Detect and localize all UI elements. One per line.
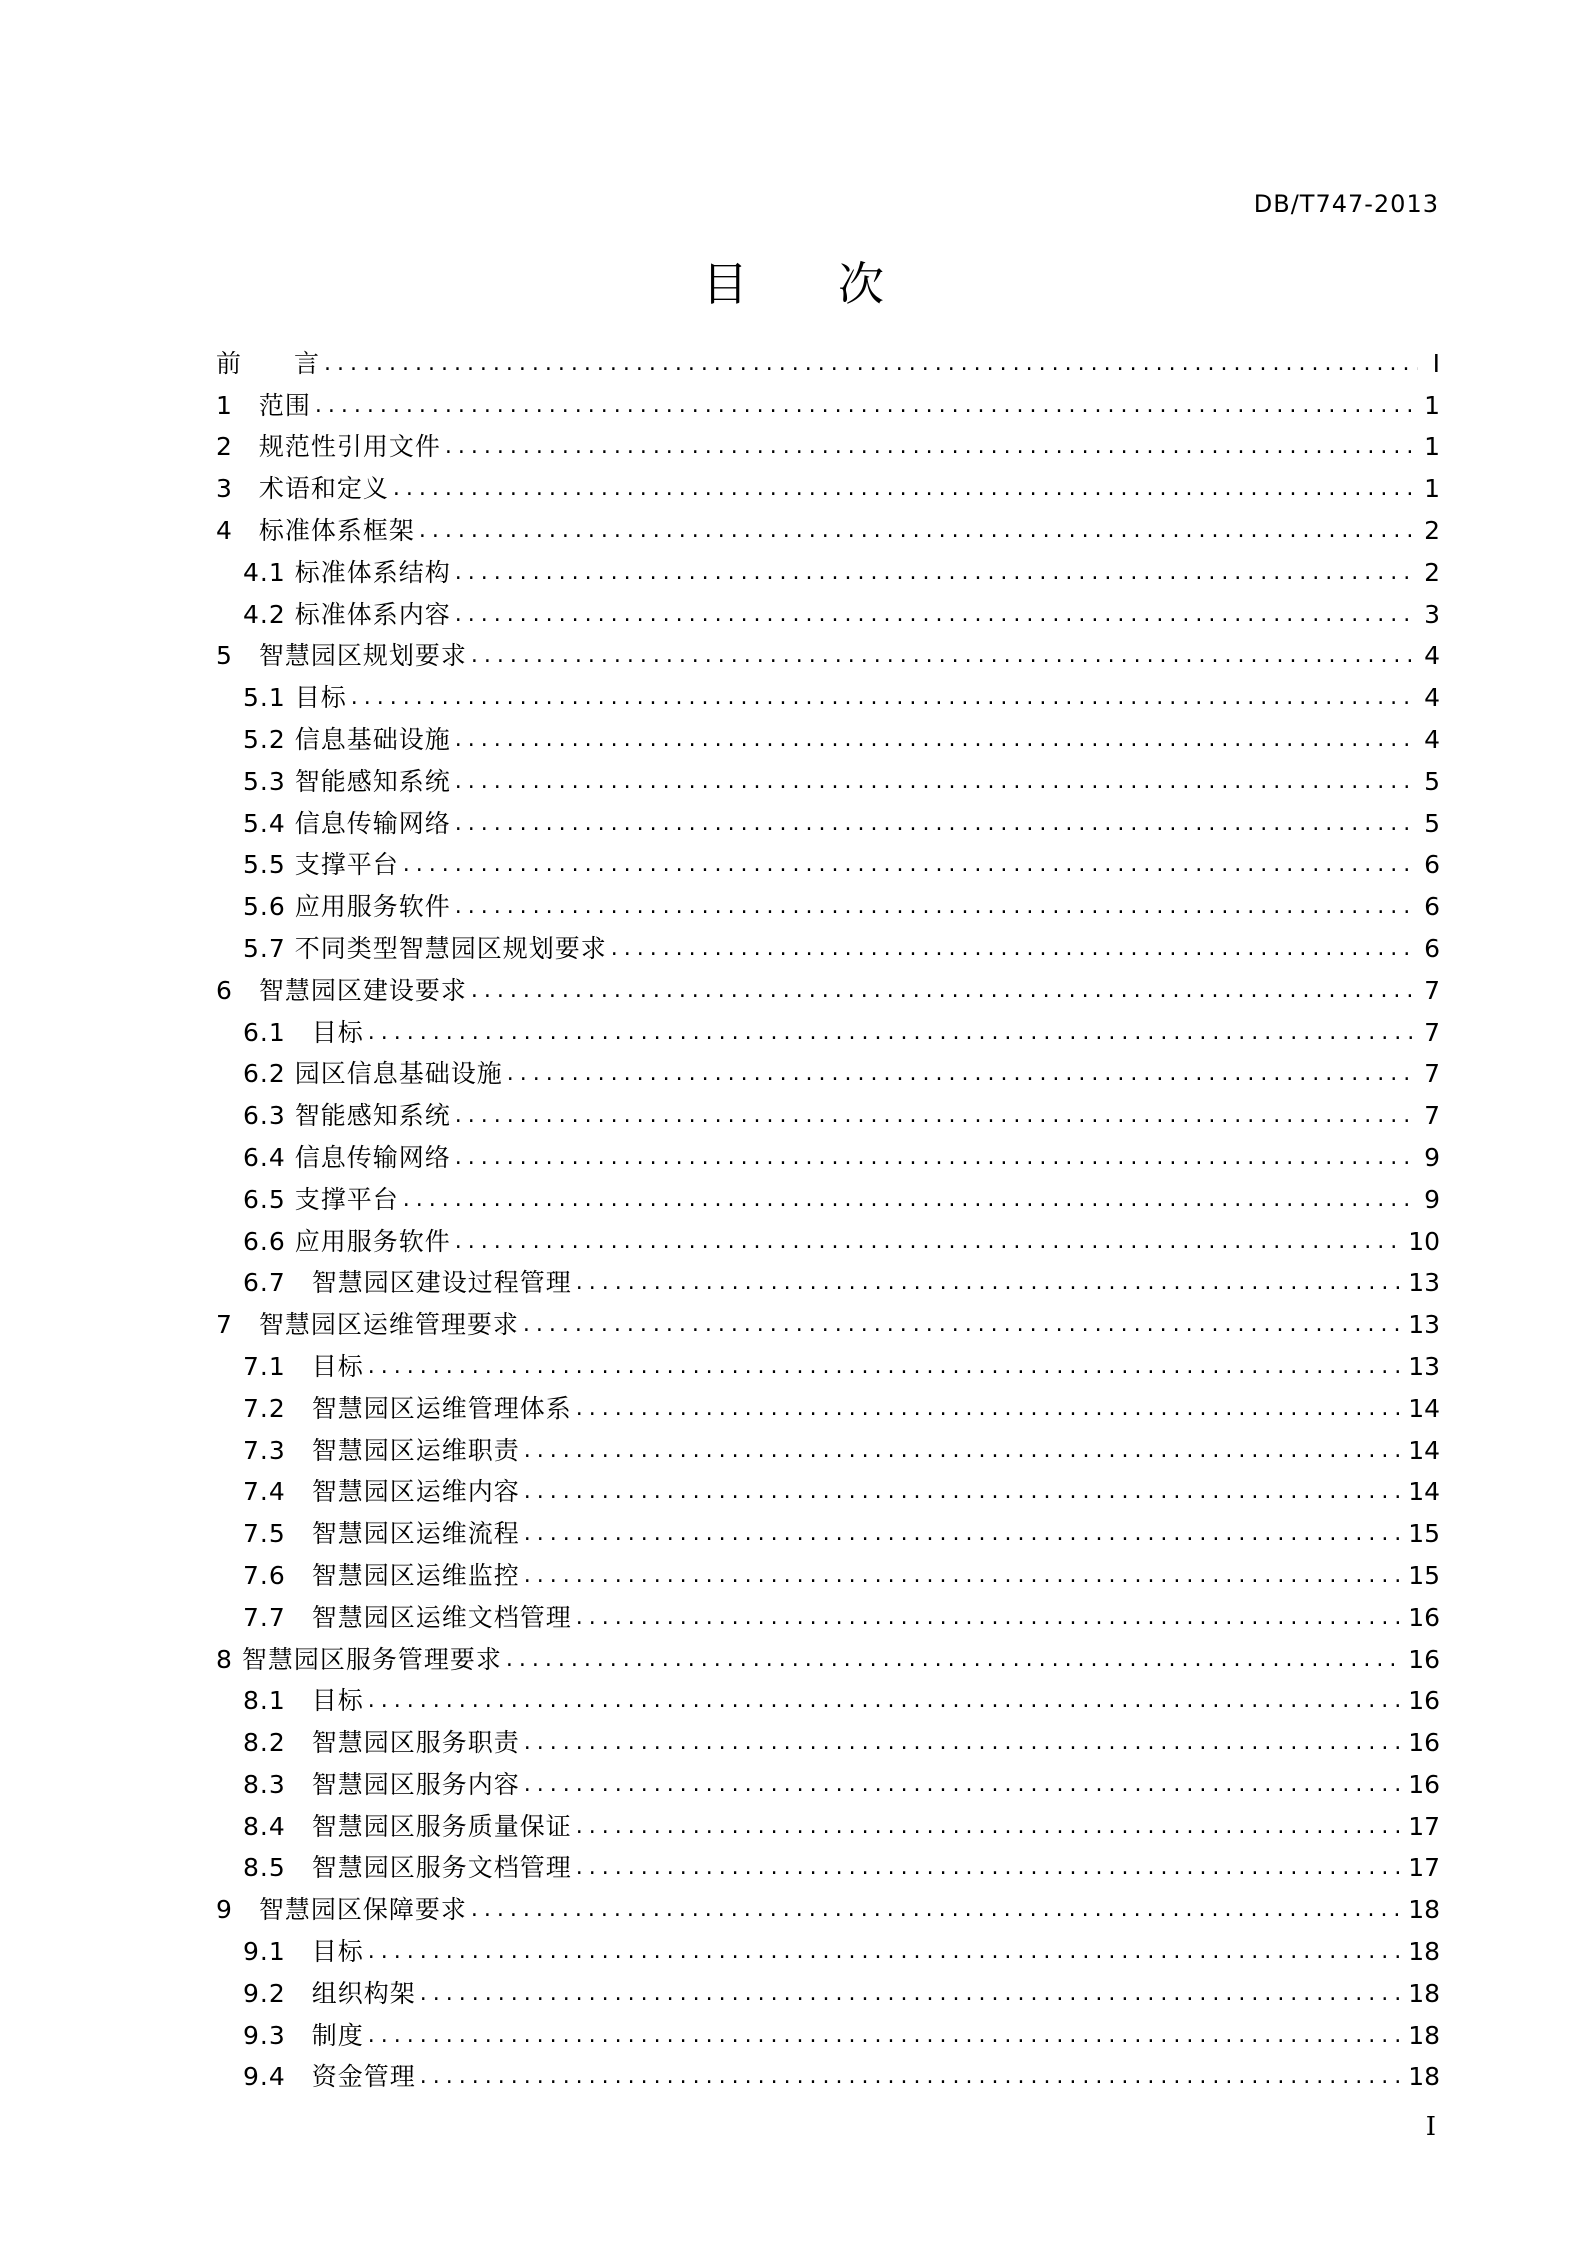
toc-entry-page: 14 [1408, 1393, 1440, 1423]
toc-dot-leader [445, 432, 1418, 462]
toc-dot-leader [315, 391, 1418, 421]
toc-dot-leader [506, 1645, 1404, 1675]
toc-entry-page: 5 [1424, 808, 1440, 838]
toc-entry-page: 18 [1408, 1937, 1440, 1967]
toc-entry-page: 15 [1408, 1560, 1440, 1590]
toc-entry-page: 16 [1408, 1769, 1440, 1799]
toc-entry-page: 13 [1408, 1351, 1440, 1381]
page-title: 目次 [702, 257, 974, 311]
toc-dot-leader [455, 892, 1418, 922]
toc-entry[interactable] [216, 1257, 1440, 1299]
toc-dot-leader [524, 1477, 1404, 1507]
toc-entry[interactable] [216, 1716, 1440, 1758]
toc-entry-page: 7 [1424, 975, 1440, 1005]
toc-entry-page: 18 [1408, 2020, 1440, 2050]
toc-entry-page: 14 [1408, 1477, 1440, 1507]
toc-entry[interactable] [216, 546, 1440, 588]
toc-dot-leader [524, 1561, 1404, 1591]
toc-entry-page: 14 [1408, 1435, 1440, 1465]
toc-entry-label: 2 规范性引用文件 [216, 432, 441, 462]
toc-entry-label: 6.6 应用服务软件 [243, 1226, 451, 1256]
toc-dot-leader [524, 1770, 1404, 1800]
toc-entry-page: 13 [1408, 1310, 1440, 1340]
toc-entry[interactable] [216, 1925, 1440, 1967]
toc-dot-leader [455, 1143, 1418, 1173]
toc-entry[interactable] [216, 1215, 1440, 1257]
toc-entry[interactable] [216, 839, 1440, 881]
toc-entry-page: 2 [1424, 557, 1440, 587]
toc-dot-leader [419, 516, 1418, 546]
toc-entry-page: 1 [1424, 432, 1440, 462]
toc-entry-label: 9.2 组织构架 [243, 1978, 416, 2008]
toc-entry-page: 6 [1424, 892, 1440, 922]
toc-entry-page: 4 [1424, 724, 1440, 754]
toc-entry-page: 4 [1424, 683, 1440, 713]
toc-entry-label: 3 术语和定义 [216, 474, 389, 504]
toc-entry-label: 6.2 园区信息基础设施 [243, 1059, 503, 1089]
toc-entry-page: 2 [1424, 515, 1440, 545]
toc-entry-label: 前 言 [216, 348, 321, 378]
toc-entry[interactable] [216, 797, 1440, 839]
page-number: I [1425, 2112, 1436, 2142]
toc-entry-label: 7.5 智慧园区运维流程 [243, 1519, 520, 1549]
toc-entry[interactable] [216, 1842, 1440, 1884]
toc-entry-page: 17 [1408, 1853, 1440, 1883]
toc-dot-leader [576, 1812, 1404, 1842]
toc-entry-label: 9.4 资金管理 [243, 2062, 416, 2092]
toc-entry-label: 8.1 目标 [243, 1686, 364, 1716]
toc-entry[interactable] [216, 421, 1440, 463]
toc-entry-label: 6.7 智慧园区建设过程管理 [243, 1268, 572, 1298]
toc-dot-leader [455, 600, 1418, 630]
toc-entry-page: 9 [1424, 1142, 1440, 1172]
toc-entry-label: 8 智慧园区服务管理要求 [216, 1644, 502, 1674]
toc-dot-leader [368, 1352, 1404, 1382]
toc-entry[interactable] [216, 1800, 1440, 1842]
toc-entry[interactable] [216, 713, 1440, 755]
toc-entry-page: 5 [1424, 766, 1440, 796]
toc-entry[interactable] [216, 1298, 1440, 1340]
toc-entry-label: 9 智慧园区保障要求 [216, 1895, 467, 1925]
toc-entry-page: I [1432, 348, 1440, 378]
toc-dot-leader [455, 809, 1418, 839]
toc-entry-label: 6.3 智能感知系统 [243, 1101, 451, 1131]
toc-dot-leader [471, 976, 1418, 1006]
toc-entry[interactable] [216, 2009, 1440, 2051]
toc-entry[interactable] [216, 671, 1440, 713]
toc-entry[interactable] [216, 504, 1440, 546]
toc-entry[interactable] [216, 755, 1440, 797]
toc-entry-label: 4.1 标准体系结构 [243, 557, 451, 587]
toc-entry[interactable] [216, 1424, 1440, 1466]
toc-dot-leader [576, 1603, 1404, 1633]
table-of-contents [216, 337, 1440, 2092]
toc-entry-page: 16 [1408, 1728, 1440, 1758]
toc-entry-page: 15 [1408, 1519, 1440, 1549]
toc-entry-page: 7 [1424, 1101, 1440, 1131]
toc-entry-page: 16 [1408, 1644, 1440, 1674]
toc-dot-leader [420, 2062, 1404, 2092]
toc-entry[interactable] [216, 922, 1440, 964]
toc-entry[interactable] [216, 2051, 1440, 2093]
toc-entry[interactable] [216, 1507, 1440, 1549]
toc-entry-page: 7 [1424, 1059, 1440, 1089]
toc-entry-page: 16 [1408, 1686, 1440, 1716]
toc-dot-leader [576, 1268, 1404, 1298]
toc-entry-page: 17 [1408, 1811, 1440, 1841]
toc-entry-label: 8.4 智慧园区服务质量保证 [243, 1811, 572, 1841]
toc-dot-leader [524, 1728, 1404, 1758]
toc-dot-leader [576, 1853, 1404, 1883]
toc-entry[interactable] [216, 880, 1440, 922]
toc-entry-label: 6 智慧园区建设要求 [216, 975, 467, 1005]
toc-dot-leader [455, 725, 1418, 755]
toc-dot-leader [524, 1519, 1404, 1549]
toc-entry[interactable] [216, 1048, 1440, 1090]
document-code: DB/T747-2013 [1253, 190, 1439, 218]
toc-entry[interactable] [216, 1006, 1440, 1048]
toc-entry-label: 7.6 智慧园区运维监控 [243, 1560, 520, 1590]
toc-entry-page: 1 [1424, 390, 1440, 420]
toc-entry-label: 7 智慧园区运维管理要求 [216, 1310, 519, 1340]
toc-dot-leader [368, 1686, 1404, 1716]
toc-dot-leader [324, 349, 1418, 379]
toc-entry-page: 18 [1408, 1978, 1440, 2008]
toc-entry[interactable] [216, 1591, 1440, 1633]
toc-entry[interactable] [216, 964, 1440, 1006]
toc-entry-label: 5.6 应用服务软件 [243, 892, 451, 922]
toc-dot-leader [455, 558, 1418, 588]
toc-dot-leader [403, 1185, 1418, 1215]
toc-entry-label: 4 标准体系框架 [216, 515, 415, 545]
toc-entry-page: 18 [1408, 1895, 1440, 1925]
toc-dot-leader [368, 2021, 1404, 2051]
toc-entry[interactable] [216, 1466, 1440, 1508]
toc-dot-leader [576, 1394, 1404, 1424]
toc-entry-page: 16 [1408, 1602, 1440, 1632]
toc-entry-label: 7.7 智慧园区运维文档管理 [243, 1602, 572, 1632]
toc-entry[interactable] [216, 1131, 1440, 1173]
toc-entry-label: 6.5 支撑平台 [243, 1184, 399, 1214]
toc-entry-label: 9.3 制度 [243, 2020, 364, 2050]
toc-entry[interactable] [216, 462, 1440, 504]
toc-entry-label: 7.1 目标 [243, 1351, 364, 1381]
toc-entry-label: 6.1 目标 [243, 1017, 364, 1047]
toc-entry-label: 4.2 标准体系内容 [243, 599, 451, 629]
toc-dot-leader [393, 474, 1418, 504]
toc-entry[interactable] [216, 1883, 1440, 1925]
toc-dot-leader [611, 934, 1418, 964]
toc-dot-leader [403, 850, 1418, 880]
toc-entry-label: 8.5 智慧园区服务文档管理 [243, 1853, 572, 1883]
toc-entry[interactable] [216, 379, 1440, 421]
toc-entry[interactable] [216, 1340, 1440, 1382]
toc-entry-page: 4 [1424, 641, 1440, 671]
toc-entry-label: 5.3 智能感知系统 [243, 766, 451, 796]
toc-dot-leader [351, 683, 1418, 713]
toc-entry-label: 7.2 智慧园区运维管理体系 [243, 1393, 572, 1423]
toc-entry-label: 9.1 目标 [243, 1937, 364, 1967]
toc-entry-label: 5.1 目标 [243, 683, 347, 713]
toc-entry-label: 5 智慧园区规划要求 [216, 641, 467, 671]
toc-entry-label: 5.4 信息传输网络 [243, 808, 451, 838]
toc-entry[interactable] [216, 1758, 1440, 1800]
toc-entry[interactable] [216, 1633, 1440, 1675]
toc-entry-page: 18 [1408, 2062, 1440, 2092]
toc-entry-page: 7 [1424, 1017, 1440, 1047]
toc-dot-leader [420, 1979, 1404, 2009]
toc-dot-leader [507, 1059, 1418, 1089]
toc-entry-label: 5.5 支撑平台 [243, 850, 399, 880]
toc-dot-leader [471, 641, 1418, 671]
toc-entry[interactable] [216, 1173, 1440, 1215]
toc-dot-leader [368, 1937, 1404, 1967]
toc-entry-page: 10 [1408, 1226, 1440, 1256]
toc-entry-label: 8.3 智慧园区服务内容 [243, 1769, 520, 1799]
toc-entry-page: 9 [1424, 1184, 1440, 1214]
toc-entry-label: 1 范围 [216, 390, 311, 420]
toc-entry[interactable] [216, 1675, 1440, 1717]
toc-entry[interactable] [216, 337, 1440, 379]
toc-entry-page: 6 [1424, 933, 1440, 963]
toc-dot-leader [471, 1895, 1404, 1925]
toc-entry[interactable] [216, 1967, 1440, 2009]
toc-entry-label: 5.7 不同类型智慧园区规划要求 [243, 933, 607, 963]
toc-entry-label: 6.4 信息传输网络 [243, 1142, 451, 1172]
toc-entry-label: 5.2 信息基础设施 [243, 724, 451, 754]
toc-entry-page: 13 [1408, 1268, 1440, 1298]
toc-entry-label: 7.3 智慧园区运维职责 [243, 1435, 520, 1465]
toc-entry-label: 8.2 智慧园区服务职责 [243, 1728, 520, 1758]
toc-entry-label: 7.4 智慧园区运维内容 [243, 1477, 520, 1507]
toc-entry[interactable] [216, 1089, 1440, 1131]
toc-entry-page: 1 [1424, 474, 1440, 504]
toc-entry[interactable] [216, 588, 1440, 630]
toc-entry[interactable] [216, 630, 1440, 672]
toc-dot-leader [455, 767, 1418, 797]
toc-entry-page: 6 [1424, 850, 1440, 880]
toc-entry[interactable] [216, 1382, 1440, 1424]
toc-dot-leader [523, 1310, 1404, 1340]
toc-dot-leader [368, 1018, 1418, 1048]
toc-entry-page: 3 [1424, 599, 1440, 629]
toc-dot-leader [524, 1436, 1404, 1466]
toc-dot-leader [455, 1101, 1418, 1131]
toc-dot-leader [455, 1227, 1404, 1257]
toc-entry[interactable] [216, 1549, 1440, 1591]
